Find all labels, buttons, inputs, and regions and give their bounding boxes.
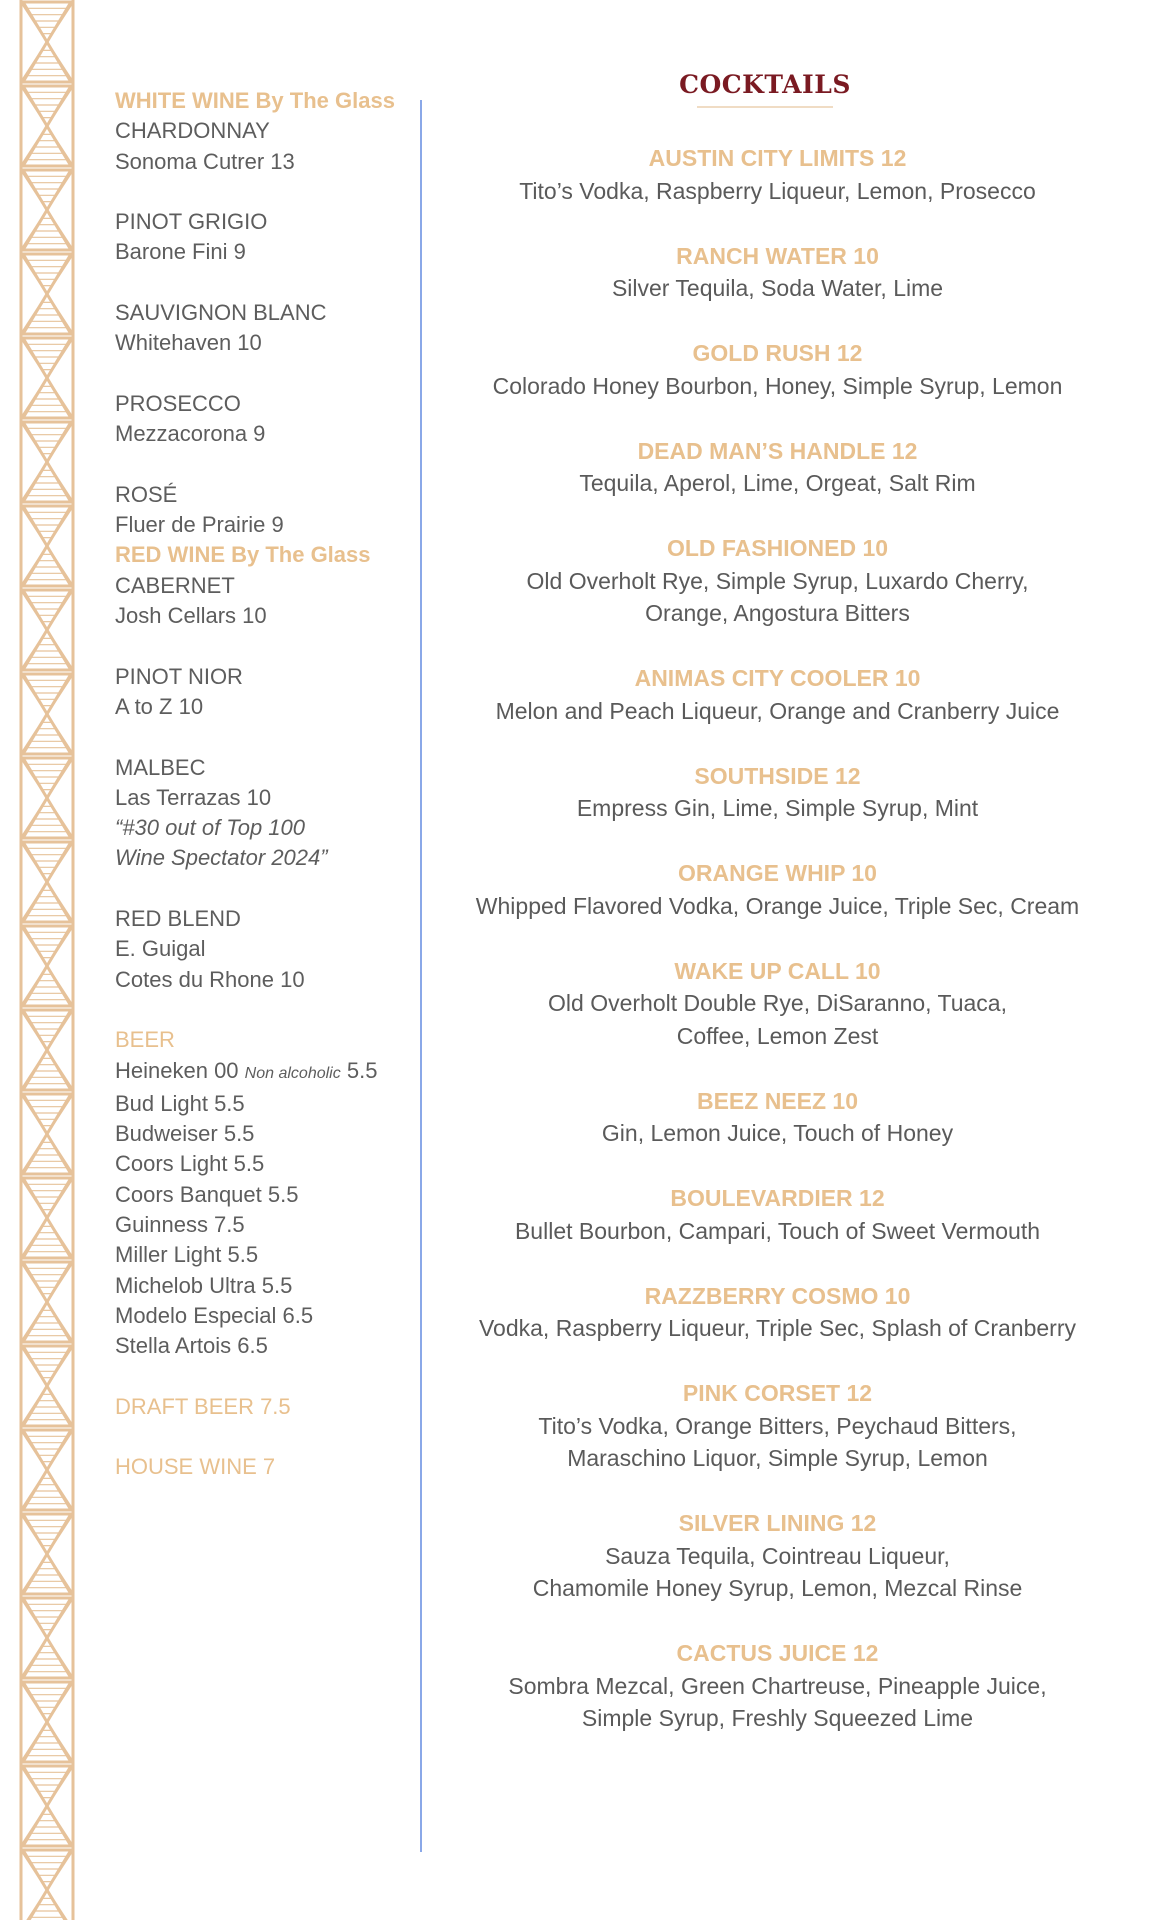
cocktail-name: AUSTIN CITY LIMITS 12 (648, 145, 907, 171)
cocktail-ingredients: Vodka, Raspberry Liqueur, Triple Sec, Splash of Cranberry (478, 1315, 1077, 1341)
cocktail-name: ORANGE WHIP 10 (678, 860, 877, 886)
wine-award-quote: “#30 out of Top 100 (115, 815, 306, 841)
wine-item-rose (115, 480, 415, 541)
beer-item: Guinness 7.5 (115, 1211, 245, 1237)
wine-item-malbec (115, 753, 415, 874)
beer-header: BEER (115, 1027, 175, 1053)
cocktail-name: CACTUS JUICE 12 (676, 1640, 879, 1666)
cocktail-name: BEEZ NEEZ 10 (696, 1087, 859, 1114)
beer-item: Modelo Especial 6.5 (115, 1302, 314, 1328)
cocktail-ingredients: Simple Syrup, Freshly Squeezed Lime (581, 1705, 974, 1731)
wine-producer: Barone Fini 9 (115, 239, 246, 265)
cocktail-ingredients: Coffee, Lemon Zest (676, 1022, 879, 1049)
beer-item: Michelob Ultra 5.5 (115, 1272, 293, 1298)
wine-varietal: ROSÉ (115, 481, 178, 507)
cocktail-item (460, 1182, 1095, 1247)
house-wine-item: HOUSE WINE 7 (115, 1454, 276, 1480)
title-underline (697, 106, 833, 108)
cocktail-ingredients: Bullet Bourbon, Campari, Touch of Sweet Vermouth (514, 1217, 1041, 1244)
cocktails-title: COCKTAILS (679, 70, 851, 99)
beer-item-heineken (115, 1056, 415, 1089)
beer-name: Heineken 00 (115, 1057, 239, 1083)
cocktail-name: DEAD MAN’S HANDLE 12 (637, 437, 918, 464)
wine-producer: Sonoma Cutrer 13 (115, 148, 295, 174)
cocktail-name: WAKE UP CALL 10 (674, 957, 881, 984)
cocktail-ingredients: Chamomile Honey Syrup, Lemon, Mezcal Rinse (532, 1575, 1023, 1601)
cocktail-ingredients: Silver Tequila, Soda Water, Lime (611, 275, 944, 301)
white-wine-header: WHITE WINE By The Glass (115, 88, 395, 113)
wine-item-sauvignon-blanc (115, 298, 415, 359)
cocktail-item (460, 1637, 1095, 1735)
wine-varietal: CHARDONNAY (115, 118, 270, 144)
beer-item: Bud Light 5.5 (115, 1090, 245, 1116)
cocktail-item (460, 142, 1095, 207)
wine-varietal: MALBEC (115, 754, 206, 780)
cocktail-name: OLD FASHIONED 10 (666, 535, 889, 561)
cocktail-ingredients: Tequila, Aperol, Lime, Orgeat, Salt Rim (579, 470, 976, 496)
cocktail-item (460, 1085, 1095, 1150)
cocktail-ingredients: Sombra Mezcal, Green Chartreuse, Pineapple Juice, (508, 1672, 1047, 1699)
beer-item: Miller Light 5.5 (115, 1242, 259, 1268)
cocktail-name: PINK CORSET 12 (682, 1380, 873, 1406)
cocktail-ingredients: Orange, Angostura Bitters (645, 600, 910, 626)
cocktail-item (460, 337, 1095, 402)
beer-item: Coors Light 5.5 (115, 1151, 265, 1177)
wine-producer: Las Terrazas 10 (115, 784, 272, 810)
column-divider (420, 100, 422, 1852)
cocktail-item (460, 857, 1095, 922)
wine-producer: Mezzacorona 9 (115, 421, 266, 447)
cocktail-name: RAZZBERRY COSMO 10 (644, 1282, 911, 1309)
cocktail-name: GOLD RUSH 12 (692, 340, 863, 366)
cocktail-list (460, 142, 1095, 1767)
wine-beer-column (115, 86, 415, 1483)
cocktail-name: ANIMAS CITY COOLER 10 (634, 665, 921, 691)
wine-producer: Whitehaven 10 (115, 330, 262, 356)
cocktail-ingredients: Old Overholt Double Rye, DiSaranno, Tuaca, (548, 990, 1007, 1016)
cocktail-ingredients: Whipped Flavored Vodka, Orange Juice, Triple Sec, Cream (475, 892, 1080, 919)
cocktail-item (460, 532, 1095, 630)
wine-varietal: SAUVIGNON BLANC (115, 300, 327, 326)
cocktail-ingredients: Empress Gin, Lime, Simple Syrup, Mint (576, 795, 979, 821)
wine-producer: Cotes du Rhone 10 (115, 966, 305, 992)
cocktail-item (460, 760, 1095, 825)
wine-award-quote: Wine Spectator 2024” (115, 845, 328, 871)
cocktail-ingredients: Melon and Peach Liqueur, Orange and Cranberry Juice (495, 697, 1060, 724)
wine-producer: E. Guigal (115, 936, 206, 962)
wine-varietal: RED BLEND (115, 906, 241, 932)
cocktail-item (460, 1507, 1095, 1605)
cocktail-item (460, 1280, 1095, 1345)
beer-item: Coors Banquet 5.5 (115, 1181, 299, 1207)
wine-varietal: CABERNET (115, 572, 235, 598)
cocktail-name: SOUTHSIDE 12 (694, 762, 861, 789)
beer-price: 5.5 (346, 1057, 378, 1083)
wine-varietal: PROSECCO (115, 390, 241, 416)
cocktail-item (460, 1377, 1095, 1475)
wine-varietal: PINOT NIOR (115, 663, 243, 689)
cocktail-name: BOULEVARDIER 12 (670, 1185, 885, 1211)
beer-item: Budweiser 5.5 (115, 1121, 255, 1147)
cocktail-name: SILVER LINING 12 (678, 1510, 877, 1536)
cocktail-ingredients: Tito’s Vodka, Raspberry Liqueur, Lemon, Prosecco (519, 177, 1036, 204)
cocktail-name: RANCH WATER 10 (676, 242, 879, 269)
wine-item-pinot-grigio (115, 207, 415, 268)
cocktail-ingredients: Colorado Honey Bourbon, Honey, Simple Syrup, Lemon (492, 372, 1063, 399)
cocktail-ingredients: Gin, Lemon Juice, Touch of Honey (601, 1120, 954, 1146)
draft-beer-item: DRAFT BEER 7.5 (115, 1393, 291, 1419)
wine-item-prosecco (115, 389, 415, 450)
cocktail-item (460, 662, 1095, 727)
cocktail-item (460, 955, 1095, 1053)
wine-varietal: PINOT GRIGIO (115, 209, 268, 235)
cocktail-ingredients: Tito’s Vodka, Orange Bitters, Peychaud Bitters, (538, 1412, 1017, 1439)
wine-item-pinot-noir (115, 662, 415, 723)
cocktail-ingredients: Sauza Tequila, Cointreau Liqueur, (605, 1542, 950, 1569)
decorative-border-pattern (18, 0, 76, 1920)
wine-item-chardonnay (115, 116, 415, 177)
wine-producer: A to Z 10 (115, 693, 204, 719)
wine-item-red-blend (115, 904, 415, 995)
wine-producer: Fluer de Prairie 9 (115, 512, 284, 538)
cocktail-item (460, 435, 1095, 500)
beer-note: Non alcoholic (244, 1064, 341, 1082)
cocktail-ingredients: Old Overholt Rye, Simple Syrup, Luxardo Cherry, (526, 567, 1029, 594)
red-wine-header: RED WINE By The Glass (115, 542, 371, 568)
wine-producer: Josh Cellars 10 (115, 603, 267, 629)
beer-item: Stella Artois 6.5 (115, 1333, 268, 1359)
cocktail-item (460, 240, 1095, 305)
cocktail-ingredients: Maraschino Liquor, Simple Syrup, Lemon (567, 1445, 988, 1471)
wine-item-cabernet (115, 571, 415, 632)
